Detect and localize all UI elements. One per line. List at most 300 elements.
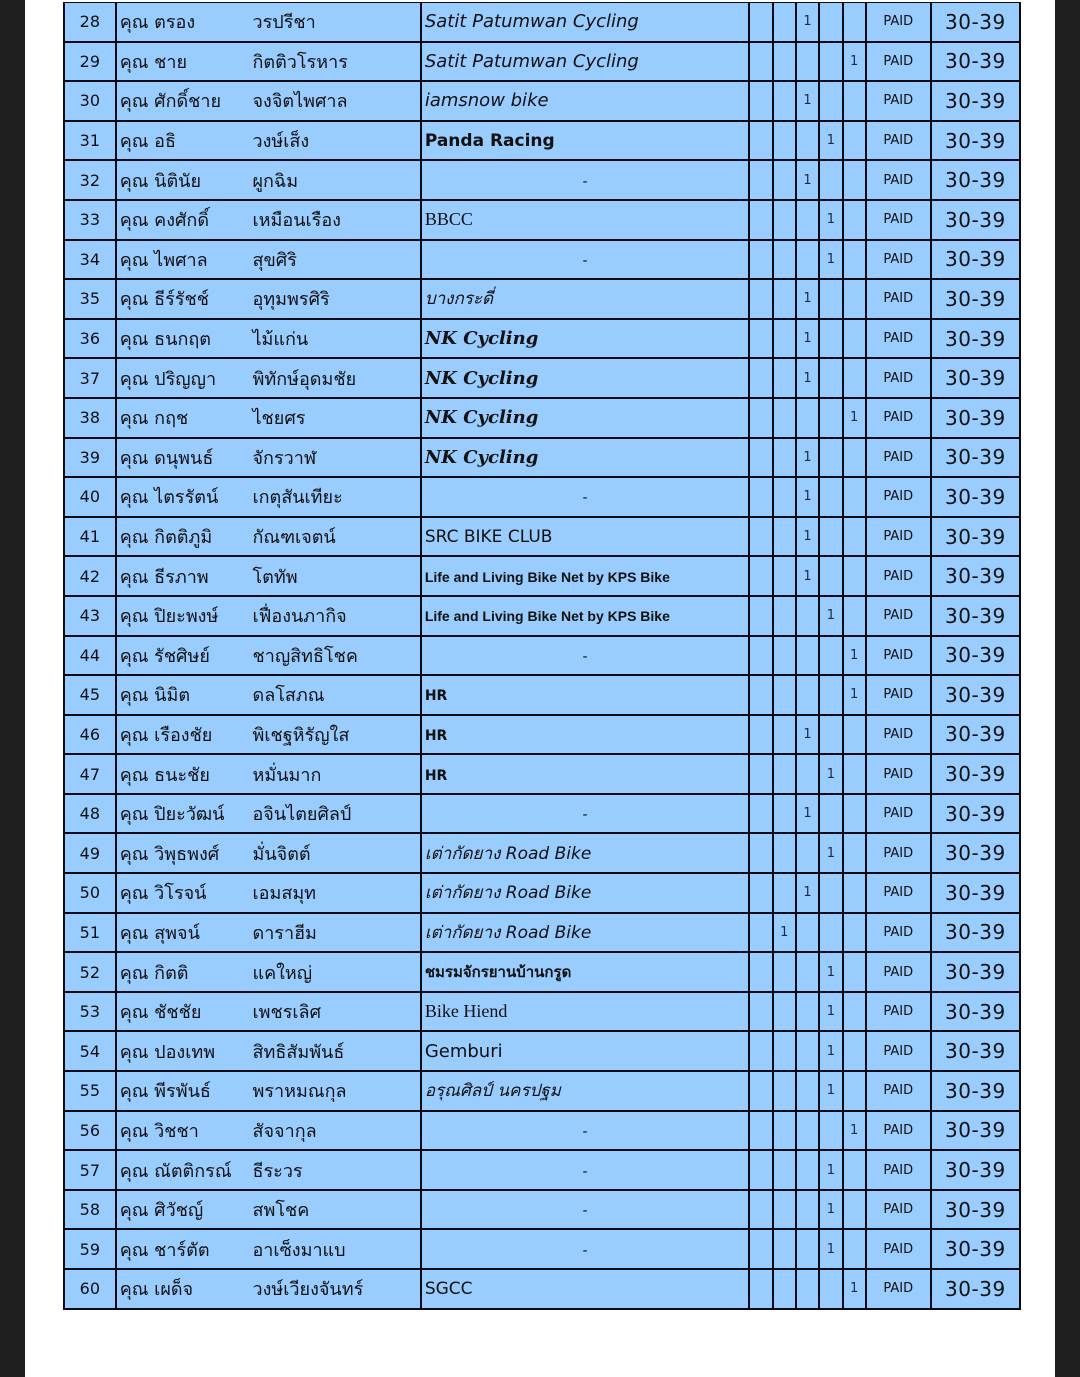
payment-status-cell-text: PAID xyxy=(883,1281,914,1297)
team-cell-text: ชมรมจักรยานบ้านกรูด xyxy=(424,963,572,982)
team-cell xyxy=(421,121,749,161)
first-name: ไตรรัตน์ xyxy=(154,487,219,509)
team-cell xyxy=(421,1269,749,1309)
first-name: ดนุพนธ์ xyxy=(154,447,214,469)
payment-status-cell-text: PAID xyxy=(883,251,914,267)
count-cell-5 xyxy=(843,794,866,834)
first-name: ธีร์รัชช์ xyxy=(154,289,209,311)
team-cell xyxy=(421,952,749,992)
count-cell-4 xyxy=(819,121,842,161)
payment-status-cell-text: PAID xyxy=(883,212,914,228)
row-number-cell xyxy=(64,794,116,834)
title-prefix: คุณ xyxy=(119,51,149,73)
count-cell-2 xyxy=(773,1150,796,1190)
team-cell-text: Gemburi xyxy=(424,1040,503,1062)
first-name: ชาร์ตัต xyxy=(154,1239,210,1261)
count-cell-1 xyxy=(749,992,772,1032)
payment-status-cell xyxy=(866,81,931,121)
age-group-cell-text: 30-39 xyxy=(945,49,1006,74)
team-cell-text: NK Cycling xyxy=(424,446,539,468)
payment-status-cell-text: PAID xyxy=(883,1202,914,1218)
team-cell xyxy=(421,992,749,1032)
age-group-cell-text: 30-39 xyxy=(945,366,1006,391)
count-cell-1 xyxy=(749,477,772,517)
age-group-cell-text: 30-39 xyxy=(945,88,1006,113)
row-number-cell-text: 31 xyxy=(79,131,101,151)
payment-status-cell-text: PAID xyxy=(883,1162,914,1178)
count-cell-4 xyxy=(819,1031,842,1071)
team-cell xyxy=(421,636,749,676)
last-name-cell-text: เกตุสันเทียะ xyxy=(252,487,343,509)
payment-status-cell xyxy=(866,438,931,478)
count-cell-4-text: 1 xyxy=(826,251,836,267)
last-name-cell xyxy=(250,833,421,873)
row-number-cell xyxy=(64,438,116,478)
age-group-cell xyxy=(931,358,1020,398)
count-cell-3 xyxy=(796,358,819,398)
last-name-cell xyxy=(250,160,421,200)
count-cell-2 xyxy=(773,1269,796,1309)
payment-status-cell-text: PAID xyxy=(883,845,914,861)
payment-status-cell-text: PAID xyxy=(883,568,914,584)
first-name-cell xyxy=(116,1229,250,1269)
count-cell-2 xyxy=(773,833,796,873)
last-name-cell-text: สพโชค xyxy=(252,1200,310,1222)
row-number-cell xyxy=(64,398,116,438)
count-cell-5 xyxy=(843,398,866,438)
row-number-cell xyxy=(64,636,116,676)
count-cell-3 xyxy=(796,1269,819,1309)
first-name-cell xyxy=(116,913,250,953)
team-cell-text: Life and Living Bike Net by KPS Bike xyxy=(424,568,670,585)
team-cell xyxy=(421,1229,749,1269)
count-cell-5 xyxy=(843,715,866,755)
payment-status-cell-text: PAID xyxy=(883,370,914,386)
count-cell-1 xyxy=(749,596,772,636)
last-name-cell xyxy=(250,715,421,755)
count-cell-3-text: 1 xyxy=(803,14,812,30)
payment-status-cell-text: PAID xyxy=(883,172,914,188)
right-frame xyxy=(1055,0,1080,1377)
last-name-cell-text: ไชยศร xyxy=(252,408,306,430)
first-name-cell xyxy=(116,1111,250,1151)
payment-status-cell xyxy=(866,596,931,636)
count-cell-4-text: 1 xyxy=(826,212,836,228)
table-row xyxy=(64,1071,1020,1111)
count-cell-3 xyxy=(796,200,819,240)
row-number-cell-text: 35 xyxy=(79,289,101,309)
count-cell-1 xyxy=(749,279,772,319)
table-row xyxy=(64,1111,1020,1151)
count-cell-5 xyxy=(843,3,866,42)
first-name: สุพจน์ xyxy=(154,922,200,944)
count-cell-1 xyxy=(749,952,772,992)
row-number-cell-text: 60 xyxy=(79,1279,101,1299)
first-name: เรืองชัย xyxy=(154,724,213,746)
row-number-cell-text: 40 xyxy=(79,487,101,507)
count-cell-1 xyxy=(749,556,772,596)
count-cell-4 xyxy=(819,1071,842,1111)
age-group-cell-text: 30-39 xyxy=(945,762,1006,787)
last-name-cell xyxy=(250,398,421,438)
team-cell-text: - xyxy=(582,1123,588,1140)
first-name: เผด็จ xyxy=(154,1279,194,1301)
row-number-cell-text: 49 xyxy=(79,843,101,863)
payment-status-cell xyxy=(866,200,931,240)
row-number-cell-text: 34 xyxy=(79,249,101,269)
last-name-cell-text: สิทธิสัมพันธ์ xyxy=(252,1041,345,1063)
payment-status-cell xyxy=(866,992,931,1032)
age-group-cell xyxy=(931,517,1020,557)
count-cell-5 xyxy=(843,121,866,161)
team-cell-text: - xyxy=(582,252,588,269)
first-name: ศิวัชญ์ xyxy=(154,1200,204,1222)
team-cell-text: HR xyxy=(424,688,448,705)
count-cell-3 xyxy=(796,1190,819,1230)
first-name-cell xyxy=(116,636,250,676)
count-cell-3-text: 1 xyxy=(803,885,812,901)
payment-status-cell xyxy=(866,1031,931,1071)
age-group-cell-text: 30-39 xyxy=(945,524,1006,549)
first-name-cell xyxy=(116,240,250,280)
team-cell xyxy=(421,358,749,398)
table-row xyxy=(64,240,1020,280)
count-cell-5 xyxy=(843,240,866,280)
age-group-cell-text: 30-39 xyxy=(945,484,1006,509)
row-number-cell xyxy=(64,754,116,794)
age-group-cell-text: 30-39 xyxy=(945,1078,1006,1103)
table-row xyxy=(64,477,1020,517)
count-cell-4 xyxy=(819,160,842,200)
age-group-cell-text: 30-39 xyxy=(945,920,1006,945)
last-name-cell xyxy=(250,675,421,715)
row-number-cell-text: 57 xyxy=(79,1160,101,1180)
row-number-cell xyxy=(64,1269,116,1309)
age-group-cell xyxy=(931,398,1020,438)
row-number-cell xyxy=(64,160,116,200)
payment-status-cell xyxy=(866,715,931,755)
count-cell-3-text: 1 xyxy=(803,449,812,465)
last-name-cell xyxy=(250,556,421,596)
count-cell-2 xyxy=(773,3,796,42)
table-row xyxy=(64,873,1020,913)
row-number-cell xyxy=(64,1190,116,1230)
title-prefix: คุณ xyxy=(119,408,149,430)
count-cell-4-text: 1 xyxy=(826,1083,836,1099)
count-cell-5-text: 1 xyxy=(850,647,859,663)
row-number-cell xyxy=(64,715,116,755)
row-number-cell-text: 36 xyxy=(79,329,101,349)
count-cell-4 xyxy=(819,279,842,319)
first-name-cell xyxy=(116,1269,250,1309)
count-cell-3 xyxy=(796,517,819,557)
first-name-cell xyxy=(116,596,250,636)
payment-status-cell xyxy=(866,477,931,517)
payment-status-cell-text: PAID xyxy=(883,93,914,109)
payment-status-cell-text: PAID xyxy=(883,1043,914,1059)
team-cell-text: - xyxy=(582,1163,588,1180)
age-group-cell-text: 30-39 xyxy=(945,999,1006,1024)
age-group-cell-text: 30-39 xyxy=(945,1158,1006,1183)
age-group-cell-text: 30-39 xyxy=(945,168,1006,193)
payment-status-cell-text: PAID xyxy=(883,608,914,624)
payment-status-cell-text: PAID xyxy=(883,806,914,822)
first-name: ปิยะวัฒน์ xyxy=(154,804,225,826)
last-name-cell-text: จักรวาฬ xyxy=(252,447,317,469)
age-group-cell-text: 30-39 xyxy=(945,603,1006,628)
row-number-cell-text: 48 xyxy=(79,804,101,824)
last-name-cell xyxy=(250,1269,421,1309)
last-name-cell-text: พราหมณกุล xyxy=(252,1081,347,1103)
table-row xyxy=(64,398,1020,438)
row-number-cell xyxy=(64,121,116,161)
row-number-cell-text: 44 xyxy=(79,645,101,665)
first-name-cell xyxy=(116,3,250,42)
last-name-cell xyxy=(250,438,421,478)
team-cell xyxy=(421,873,749,913)
count-cell-3-text: 1 xyxy=(803,568,812,584)
count-cell-5 xyxy=(843,1190,866,1230)
count-cell-4 xyxy=(819,675,842,715)
count-cell-1 xyxy=(749,636,772,676)
count-cell-4 xyxy=(819,1269,842,1309)
age-group-cell xyxy=(931,438,1020,478)
row-number-cell xyxy=(64,200,116,240)
first-name-cell xyxy=(116,42,250,82)
team-cell xyxy=(421,1150,749,1190)
count-cell-4 xyxy=(819,636,842,676)
payment-status-cell-text: PAID xyxy=(883,1122,914,1138)
first-name-cell xyxy=(116,794,250,834)
age-group-cell xyxy=(931,1031,1020,1071)
last-name-cell-text: ธีระวร xyxy=(252,1160,303,1182)
age-group-cell xyxy=(931,200,1020,240)
row-number-cell xyxy=(64,319,116,359)
count-cell-4-text: 1 xyxy=(826,608,836,624)
count-cell-3-text: 1 xyxy=(803,489,812,505)
age-group-cell xyxy=(931,992,1020,1032)
first-name-cell xyxy=(116,1190,250,1230)
first-name: รัชศิษย์ xyxy=(154,645,210,667)
payment-status-cell xyxy=(866,121,931,161)
table-row xyxy=(64,1269,1020,1309)
payment-status-cell xyxy=(866,556,931,596)
payment-status-cell-text: PAID xyxy=(883,924,914,940)
payment-status-cell-text: PAID xyxy=(883,1004,914,1020)
age-group-cell xyxy=(931,833,1020,873)
count-cell-1 xyxy=(749,42,772,82)
row-number-cell xyxy=(64,873,116,913)
count-cell-3 xyxy=(796,42,819,82)
age-group-cell xyxy=(931,636,1020,676)
count-cell-3 xyxy=(796,873,819,913)
table-row xyxy=(64,952,1020,992)
team-cell-text: - xyxy=(582,1242,588,1259)
age-group-cell xyxy=(931,477,1020,517)
row-number-cell xyxy=(64,81,116,121)
payment-status-cell-text: PAID xyxy=(883,766,914,782)
title-prefix: คุณ xyxy=(119,1279,149,1301)
first-name: ปองเทพ xyxy=(154,1041,216,1063)
team-cell-text: NK Cycling xyxy=(424,407,539,429)
team-cell-text: - xyxy=(582,648,588,665)
payment-status-cell xyxy=(866,636,931,676)
title-prefix: คุณ xyxy=(119,724,149,746)
last-name-cell-text: สัจจากุล xyxy=(252,1120,317,1142)
last-name-cell-text: พิทักษ์อุดมชัย xyxy=(252,368,357,390)
team-cell xyxy=(421,279,749,319)
count-cell-4 xyxy=(819,3,842,42)
age-group-cell-text: 30-39 xyxy=(945,286,1006,311)
table-row xyxy=(64,992,1020,1032)
title-prefix: คุณ xyxy=(119,289,149,311)
count-cell-3 xyxy=(796,992,819,1032)
title-prefix: คุณ xyxy=(119,487,149,509)
payment-status-cell-text: PAID xyxy=(883,489,914,505)
count-cell-1 xyxy=(749,794,772,834)
count-cell-2 xyxy=(773,121,796,161)
count-cell-5 xyxy=(843,1269,866,1309)
count-cell-3-text: 1 xyxy=(803,172,812,188)
age-group-cell-text: 30-39 xyxy=(945,960,1006,985)
table-row xyxy=(64,42,1020,82)
payment-status-cell xyxy=(866,675,931,715)
count-cell-4 xyxy=(819,556,842,596)
table-row xyxy=(64,1190,1020,1230)
team-cell-text: HR xyxy=(424,727,448,744)
row-number-cell xyxy=(64,279,116,319)
count-cell-5-text: 1 xyxy=(850,53,859,69)
count-cell-3 xyxy=(796,3,819,42)
title-prefix: คุณ xyxy=(119,764,149,786)
first-name-cell xyxy=(116,556,250,596)
team-cell-text: NK Cycling xyxy=(424,367,539,389)
team-cell-text: เต่ากัดยาง Road Bike xyxy=(424,922,592,943)
last-name-cell-text: ไม้แก่น xyxy=(252,329,309,351)
count-cell-4 xyxy=(819,1190,842,1230)
first-name-cell xyxy=(116,121,250,161)
first-name-cell xyxy=(116,992,250,1032)
count-cell-5 xyxy=(843,1150,866,1190)
first-name: นิมิต xyxy=(154,685,191,707)
row-number-cell-text: 51 xyxy=(79,922,101,942)
count-cell-5-text: 1 xyxy=(850,1122,859,1138)
row-number-cell xyxy=(64,1031,116,1071)
last-name-cell xyxy=(250,279,421,319)
count-cell-3 xyxy=(796,1229,819,1269)
team-cell-text: อรุณศิลป์ นครปฐม xyxy=(424,1081,561,1102)
payment-status-cell-text: PAID xyxy=(883,53,914,69)
row-number-cell xyxy=(64,992,116,1032)
last-name-cell-text: วรปรีชา xyxy=(252,12,316,34)
age-group-cell xyxy=(931,913,1020,953)
first-name: ศักดิ์ชาย xyxy=(154,91,222,113)
count-cell-2 xyxy=(773,1190,796,1230)
last-name-cell xyxy=(250,1071,421,1111)
first-name: ชัชชัย xyxy=(154,1002,202,1024)
count-cell-4 xyxy=(819,754,842,794)
row-number-cell xyxy=(64,952,116,992)
team-cell-text: เต่ากัดยาง Road Bike xyxy=(424,883,592,904)
count-cell-4 xyxy=(819,477,842,517)
first-name-cell xyxy=(116,319,250,359)
first-name-cell xyxy=(116,200,250,240)
age-group-cell xyxy=(931,556,1020,596)
count-cell-2 xyxy=(773,200,796,240)
count-cell-2 xyxy=(773,754,796,794)
title-prefix: คุณ xyxy=(119,883,149,905)
row-number-cell-text: 28 xyxy=(79,12,101,32)
count-cell-3 xyxy=(796,556,819,596)
count-cell-3 xyxy=(796,913,819,953)
row-number-cell xyxy=(64,1111,116,1151)
payment-status-cell xyxy=(866,160,931,200)
last-name-cell-text: ชาญสิทธิโชค xyxy=(252,645,358,667)
count-cell-4 xyxy=(819,358,842,398)
team-cell-text: - xyxy=(582,173,588,190)
count-cell-3 xyxy=(796,1071,819,1111)
title-prefix: คุณ xyxy=(119,1160,149,1182)
count-cell-3 xyxy=(796,319,819,359)
row-number-cell-text: 46 xyxy=(79,724,101,744)
team-cell-text: Satit Patumwan Cycling xyxy=(424,50,639,72)
count-cell-2 xyxy=(773,675,796,715)
table-row xyxy=(64,81,1020,121)
last-name-cell-text: มั่นจิตต์ xyxy=(252,843,311,865)
count-cell-5 xyxy=(843,517,866,557)
last-name-cell-text: เพชรเลิศ xyxy=(252,1002,322,1024)
count-cell-4 xyxy=(819,319,842,359)
count-cell-3-text: 1 xyxy=(803,529,812,545)
count-cell-3 xyxy=(796,121,819,161)
count-cell-4 xyxy=(819,1111,842,1151)
count-cell-3 xyxy=(796,794,819,834)
payment-status-cell-text: PAID xyxy=(883,726,914,742)
first-name: คงศักดิ์ xyxy=(154,210,210,232)
age-group-cell xyxy=(931,794,1020,834)
count-cell-5 xyxy=(843,675,866,715)
count-cell-3 xyxy=(796,477,819,517)
team-cell-text: บางกระดี่ xyxy=(424,289,494,310)
payment-status-cell xyxy=(866,3,931,42)
first-name: กฤช xyxy=(154,408,189,430)
row-number-cell xyxy=(64,913,116,953)
team-cell xyxy=(421,794,749,834)
count-cell-2 xyxy=(773,398,796,438)
count-cell-5 xyxy=(843,1229,866,1269)
count-cell-1 xyxy=(749,240,772,280)
payment-status-cell-text: PAID xyxy=(883,1241,914,1257)
first-name: วิโรจน์ xyxy=(154,883,207,905)
count-cell-5 xyxy=(843,833,866,873)
count-cell-5 xyxy=(843,873,866,913)
registration-table-body xyxy=(64,3,1020,1309)
count-cell-4-text: 1 xyxy=(826,1043,836,1059)
payment-status-cell xyxy=(866,319,931,359)
count-cell-3 xyxy=(796,754,819,794)
count-cell-1 xyxy=(749,913,772,953)
count-cell-2 xyxy=(773,1031,796,1071)
age-group-cell-text: 30-39 xyxy=(945,643,1006,668)
count-cell-2 xyxy=(773,992,796,1032)
payment-status-cell-text: PAID xyxy=(883,1083,914,1099)
count-cell-3 xyxy=(796,1031,819,1071)
count-cell-4 xyxy=(819,398,842,438)
payment-status-cell-text: PAID xyxy=(883,14,914,30)
row-number-cell-text: 37 xyxy=(79,368,101,388)
payment-status-cell-text: PAID xyxy=(883,885,914,901)
last-name-cell xyxy=(250,952,421,992)
